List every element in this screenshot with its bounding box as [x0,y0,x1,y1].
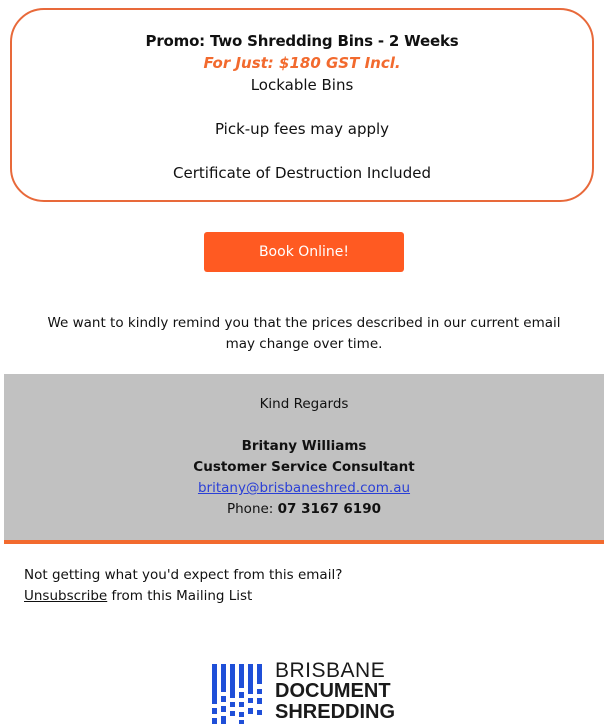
promo-title: Promo: Two Shredding Bins - 2 Weeks [145,32,459,50]
promo-price: For Just: $180 GST Incl. [203,54,401,72]
unsubscribe-suffix: from this Mailing List [107,588,253,604]
price-reminder: We want to kindly remind you that the prices described in our current email may change over time. [47,315,561,352]
footer-question: Not getting what you'd expect from this email? [24,567,343,583]
footer-unsubscribe-line [24,586,342,607]
phone-number: 07 3167 6190 [277,501,381,517]
book-online-button[interactable]: Book Online! [204,232,404,272]
signature-email [4,480,604,496]
logo-line-document: DOCUMENT [275,680,391,702]
promo-feature-pickup: Pick-up fees may apply [214,120,390,138]
logo-wordmark [275,660,395,723]
signature-block [4,374,604,544]
shredder-bars-icon [210,662,266,724]
signature-role: Customer Service Consultant [193,459,415,475]
logo-line-shredding: SHREDDING [275,701,396,723]
signature-name: Britany Williams [241,438,367,454]
phone-label: Phone: [226,501,274,517]
signature-phone [4,501,604,517]
promo-feature-certificate: Certificate of Destruction Included [173,164,431,182]
logo-line-brisbane: BRISBANE [275,659,386,682]
promo-feature-lockable: Lockable Bins [250,76,354,94]
company-logo [210,660,400,724]
promo-box [10,8,594,202]
footer [24,565,342,607]
email-link[interactable]: britany@brisbaneshred.com.au [197,480,411,496]
signature-regards: Kind Regards [259,396,349,412]
unsubscribe-link[interactable]: Unsubscribe [24,588,108,604]
